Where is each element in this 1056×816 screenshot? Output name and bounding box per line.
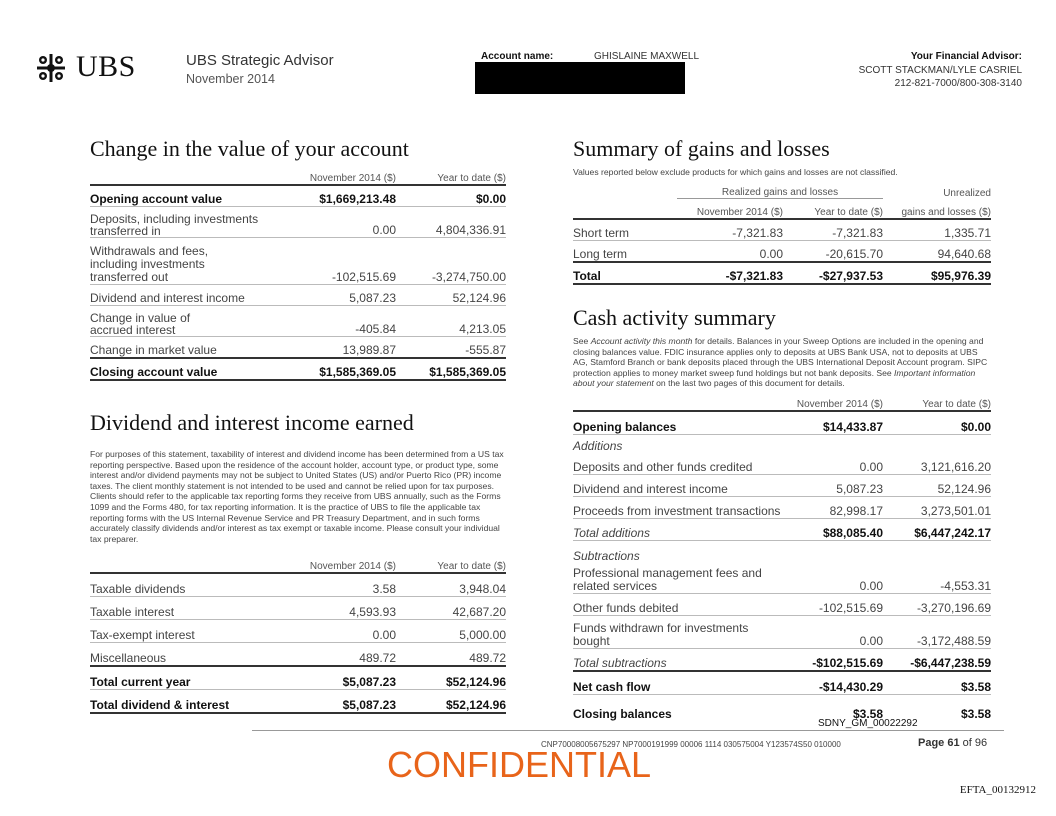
advisor-phone: 212-821-7000/800-308-3140	[894, 78, 1022, 89]
cash-title: Cash activity summary	[573, 305, 776, 330]
cash-table	[573, 394, 991, 721]
col-header: gains and losses ($)	[901, 206, 991, 218]
row-value: -102,515.69	[783, 594, 883, 616]
tax-disclaimer-paragraph: For purposes of this statement, taxability of interest and dividend income has been determined from a US tax reporting perspective. Based upon the residence of the account holder, account type, or product type, some interest and/or dividend payments may not be subject to United States (US) and/or Puerto Rico (PR) income taxes. The client monthly statement is not intended to be used and cannot be relied upon for tax purposes. Clients should refer to the applicable tax reporting forms they receive from UBS annually, such as the Forms 1099 and the Forms 480, for tax reporting information. It is the practice of UBS to file the applicable tax reporting forms with the US Internal Revenue Service and PR Treasury Department, and in such forms accurately classify dividends and/or interest as tax exempt or taxable income. Please consult your individual tax preparer.	[90, 449, 504, 544]
row-value: 0.00	[783, 616, 883, 649]
row-value: -$27,937.53	[783, 262, 883, 284]
row-value: 0.00	[783, 453, 883, 475]
page-of: of	[962, 737, 972, 749]
bates-number: SDNY_GM_00022292	[818, 718, 918, 729]
row-label: Miscellaneous	[90, 643, 286, 667]
row-label: Other funds debited	[573, 594, 783, 616]
row-value: 1,335.71	[883, 219, 991, 241]
col-header: November 2014 ($)	[696, 206, 783, 218]
row-label: Total dividend & interest	[90, 690, 286, 714]
row-value: -405.84	[286, 306, 396, 337]
row-label: Tax-exempt interest	[90, 620, 286, 643]
row-value: 82,998.17	[783, 497, 883, 519]
row-label: Closing account value	[90, 358, 286, 380]
row-label: Change in value of accrued interest	[90, 306, 286, 337]
cash-note-tail: on the last two pages of this document for details.	[653, 378, 845, 389]
row-label: Short term	[573, 219, 677, 241]
change-value-title: Change in the value of your account	[90, 136, 409, 161]
row-value: 3.58	[286, 573, 396, 597]
row-label: Deposits and other funds credited	[573, 453, 783, 475]
row-value: $3.58	[883, 671, 991, 695]
col-header: November 2014 ($)	[309, 173, 396, 184]
row-label: Opening account value	[90, 185, 286, 207]
row-value: 13,989.87	[286, 337, 396, 359]
row-value: -7,321.83	[783, 219, 883, 241]
row-label: Total	[573, 262, 677, 284]
row-value: -3,172,488.59	[883, 616, 991, 649]
row-value: $14,433.87	[783, 411, 883, 435]
section-label: Subtractions	[573, 549, 640, 563]
row-label: Total subtractions	[573, 649, 783, 672]
ubs-keys-logo-icon	[34, 52, 68, 84]
col-header: Year to date ($)	[814, 206, 883, 218]
col-header: November 2014 ($)	[796, 399, 883, 410]
row-value: $3.58	[852, 707, 883, 721]
advisor-names: SCOTT STACKMAN/LYLE CASRIEL	[858, 65, 1022, 76]
col-header: Year to date ($)	[922, 399, 991, 410]
gains-table	[573, 182, 991, 285]
product-name: UBS Strategic Advisor	[186, 52, 334, 69]
row-value: 0.00	[677, 240, 783, 262]
page-number	[918, 737, 987, 749]
page-current: 61	[947, 737, 960, 749]
row-label: Net cash flow	[573, 671, 783, 695]
row-value: 42,687.20	[396, 597, 506, 620]
row-label: Proceeds from investment transactions	[573, 497, 783, 519]
row-value: -4,553.31	[883, 563, 991, 594]
row-value: -102,515.69	[286, 238, 396, 285]
change-value-table	[90, 168, 506, 381]
row-value: -$14,430.29	[783, 671, 883, 695]
account-name-label: Account name:	[481, 51, 554, 62]
row-label: Withdrawals and fees, including investments transferred out	[90, 238, 286, 285]
row-label: Total additions	[573, 519, 783, 541]
row-value: $5,087.23	[286, 690, 396, 714]
page-total: 96	[974, 737, 988, 749]
document-code: CNP70008005675297 NP7000191999 00006 1114 030575004 Y123574S50 010000	[541, 740, 841, 749]
row-value: 3,121,616.20	[883, 453, 991, 475]
brand-logo: UBS	[76, 50, 136, 83]
row-value: -7,321.83	[677, 219, 783, 241]
row-label: Change in market value	[90, 337, 286, 359]
row-value: 489.72	[286, 643, 396, 667]
col-header: November 2014 ($)	[309, 561, 396, 572]
row-label: Closing balances	[573, 707, 672, 721]
row-label: Total current year	[90, 666, 286, 690]
redaction-box	[475, 62, 685, 94]
row-value: -$102,515.69	[783, 649, 883, 672]
col-header: Year to date ($)	[437, 173, 506, 184]
section-label: Additions	[573, 439, 623, 453]
gains-title: Summary of gains and losses	[573, 136, 830, 161]
row-value: $0.00	[396, 185, 506, 207]
account-name: GHISLAINE MAXWELL	[594, 51, 700, 62]
advisor-label: Your Financial Advisor:	[910, 51, 1022, 62]
statement-period: November 2014	[186, 72, 275, 86]
row-value: 3,273,501.01	[883, 497, 991, 519]
row-value: 0.00	[286, 207, 396, 238]
footer-divider	[252, 730, 1004, 731]
cash-note	[573, 336, 993, 389]
row-value: 4,804,336.91	[396, 207, 506, 238]
col-header: Year to date ($)	[437, 561, 506, 572]
confidential-stamp: CONFIDENTIAL	[387, 744, 652, 785]
row-value: 5,087.23	[783, 475, 883, 497]
row-value: -3,274,750.00	[396, 238, 506, 285]
row-value: 489.72	[396, 643, 506, 667]
row-value: $1,669,213.48	[286, 185, 396, 207]
row-value: $95,976.39	[883, 262, 991, 284]
row-value: $88,085.40	[783, 519, 883, 541]
row-value: 5,000.00	[396, 620, 506, 643]
row-label: Taxable dividends	[90, 573, 286, 597]
row-value: -555.87	[396, 337, 506, 359]
row-value: $5,087.23	[286, 666, 396, 690]
row-value: 4,593.93	[286, 597, 396, 620]
row-label: Opening balances	[573, 411, 783, 435]
unrealized-group-header: Unrealized	[943, 187, 991, 199]
row-value: $0.00	[883, 411, 991, 435]
row-value: $1,585,369.05	[396, 358, 506, 380]
row-value: $52,124.96	[396, 690, 506, 714]
gains-note: Values reported below exclude products for which gains and losses are not classified.	[573, 167, 898, 177]
row-value: 3,948.04	[396, 573, 506, 597]
row-value: -$7,321.83	[677, 262, 783, 284]
row-value: $6,447,242.17	[883, 519, 991, 541]
cash-note-lead: See	[573, 336, 591, 346]
row-label: Dividend and interest income	[90, 285, 286, 306]
row-label: Taxable interest	[90, 597, 286, 620]
row-value: 0.00	[783, 563, 883, 594]
row-value: 4,213.05	[396, 306, 506, 337]
efta-number: EFTA_00132912	[959, 784, 1036, 796]
row-label: Deposits, including investments transferred in	[90, 207, 286, 238]
row-value: 94,640.68	[883, 240, 991, 262]
row-value: 52,124.96	[396, 285, 506, 306]
dividend-table	[90, 556, 506, 714]
row-value: 0.00	[286, 620, 396, 643]
cash-note-link-activity: Account activity this month	[590, 336, 693, 346]
page-label: Page	[918, 737, 945, 749]
row-value: 5,087.23	[286, 285, 396, 306]
row-value: -3,270,196.69	[883, 594, 991, 616]
realized-group-header: Realized gains and losses	[677, 182, 883, 199]
row-label: Professional management fees and related services	[573, 563, 783, 594]
row-label: Dividend and interest income	[573, 475, 783, 497]
row-value: -20,615.70	[783, 240, 883, 262]
row-value: $52,124.96	[396, 666, 506, 690]
row-label: Long term	[573, 240, 677, 262]
cash-note-body: for details. Balances in your Sweep Options are included in the opening and closing balances value. FDIC insurance applies only to deposits at UBS Bank USA, not to deposits at UBS AG, Stamford Branch or bank deposits placed through the UBS International Deposit Account program. SIPC protection applies to money market sweep fund holdings but not bank deposits. See	[573, 336, 988, 378]
row-label: Funds withdrawn for investments bought	[573, 616, 783, 649]
row-value: $1,585,369.05	[286, 358, 396, 380]
dividend-title: Dividend and interest income earned	[90, 410, 414, 435]
row-value: -$6,447,238.59	[883, 649, 991, 672]
cash-note-link-info: Important information about your statement	[573, 367, 976, 389]
row-value: $3.58	[960, 707, 991, 721]
row-value: 52,124.96	[883, 475, 991, 497]
